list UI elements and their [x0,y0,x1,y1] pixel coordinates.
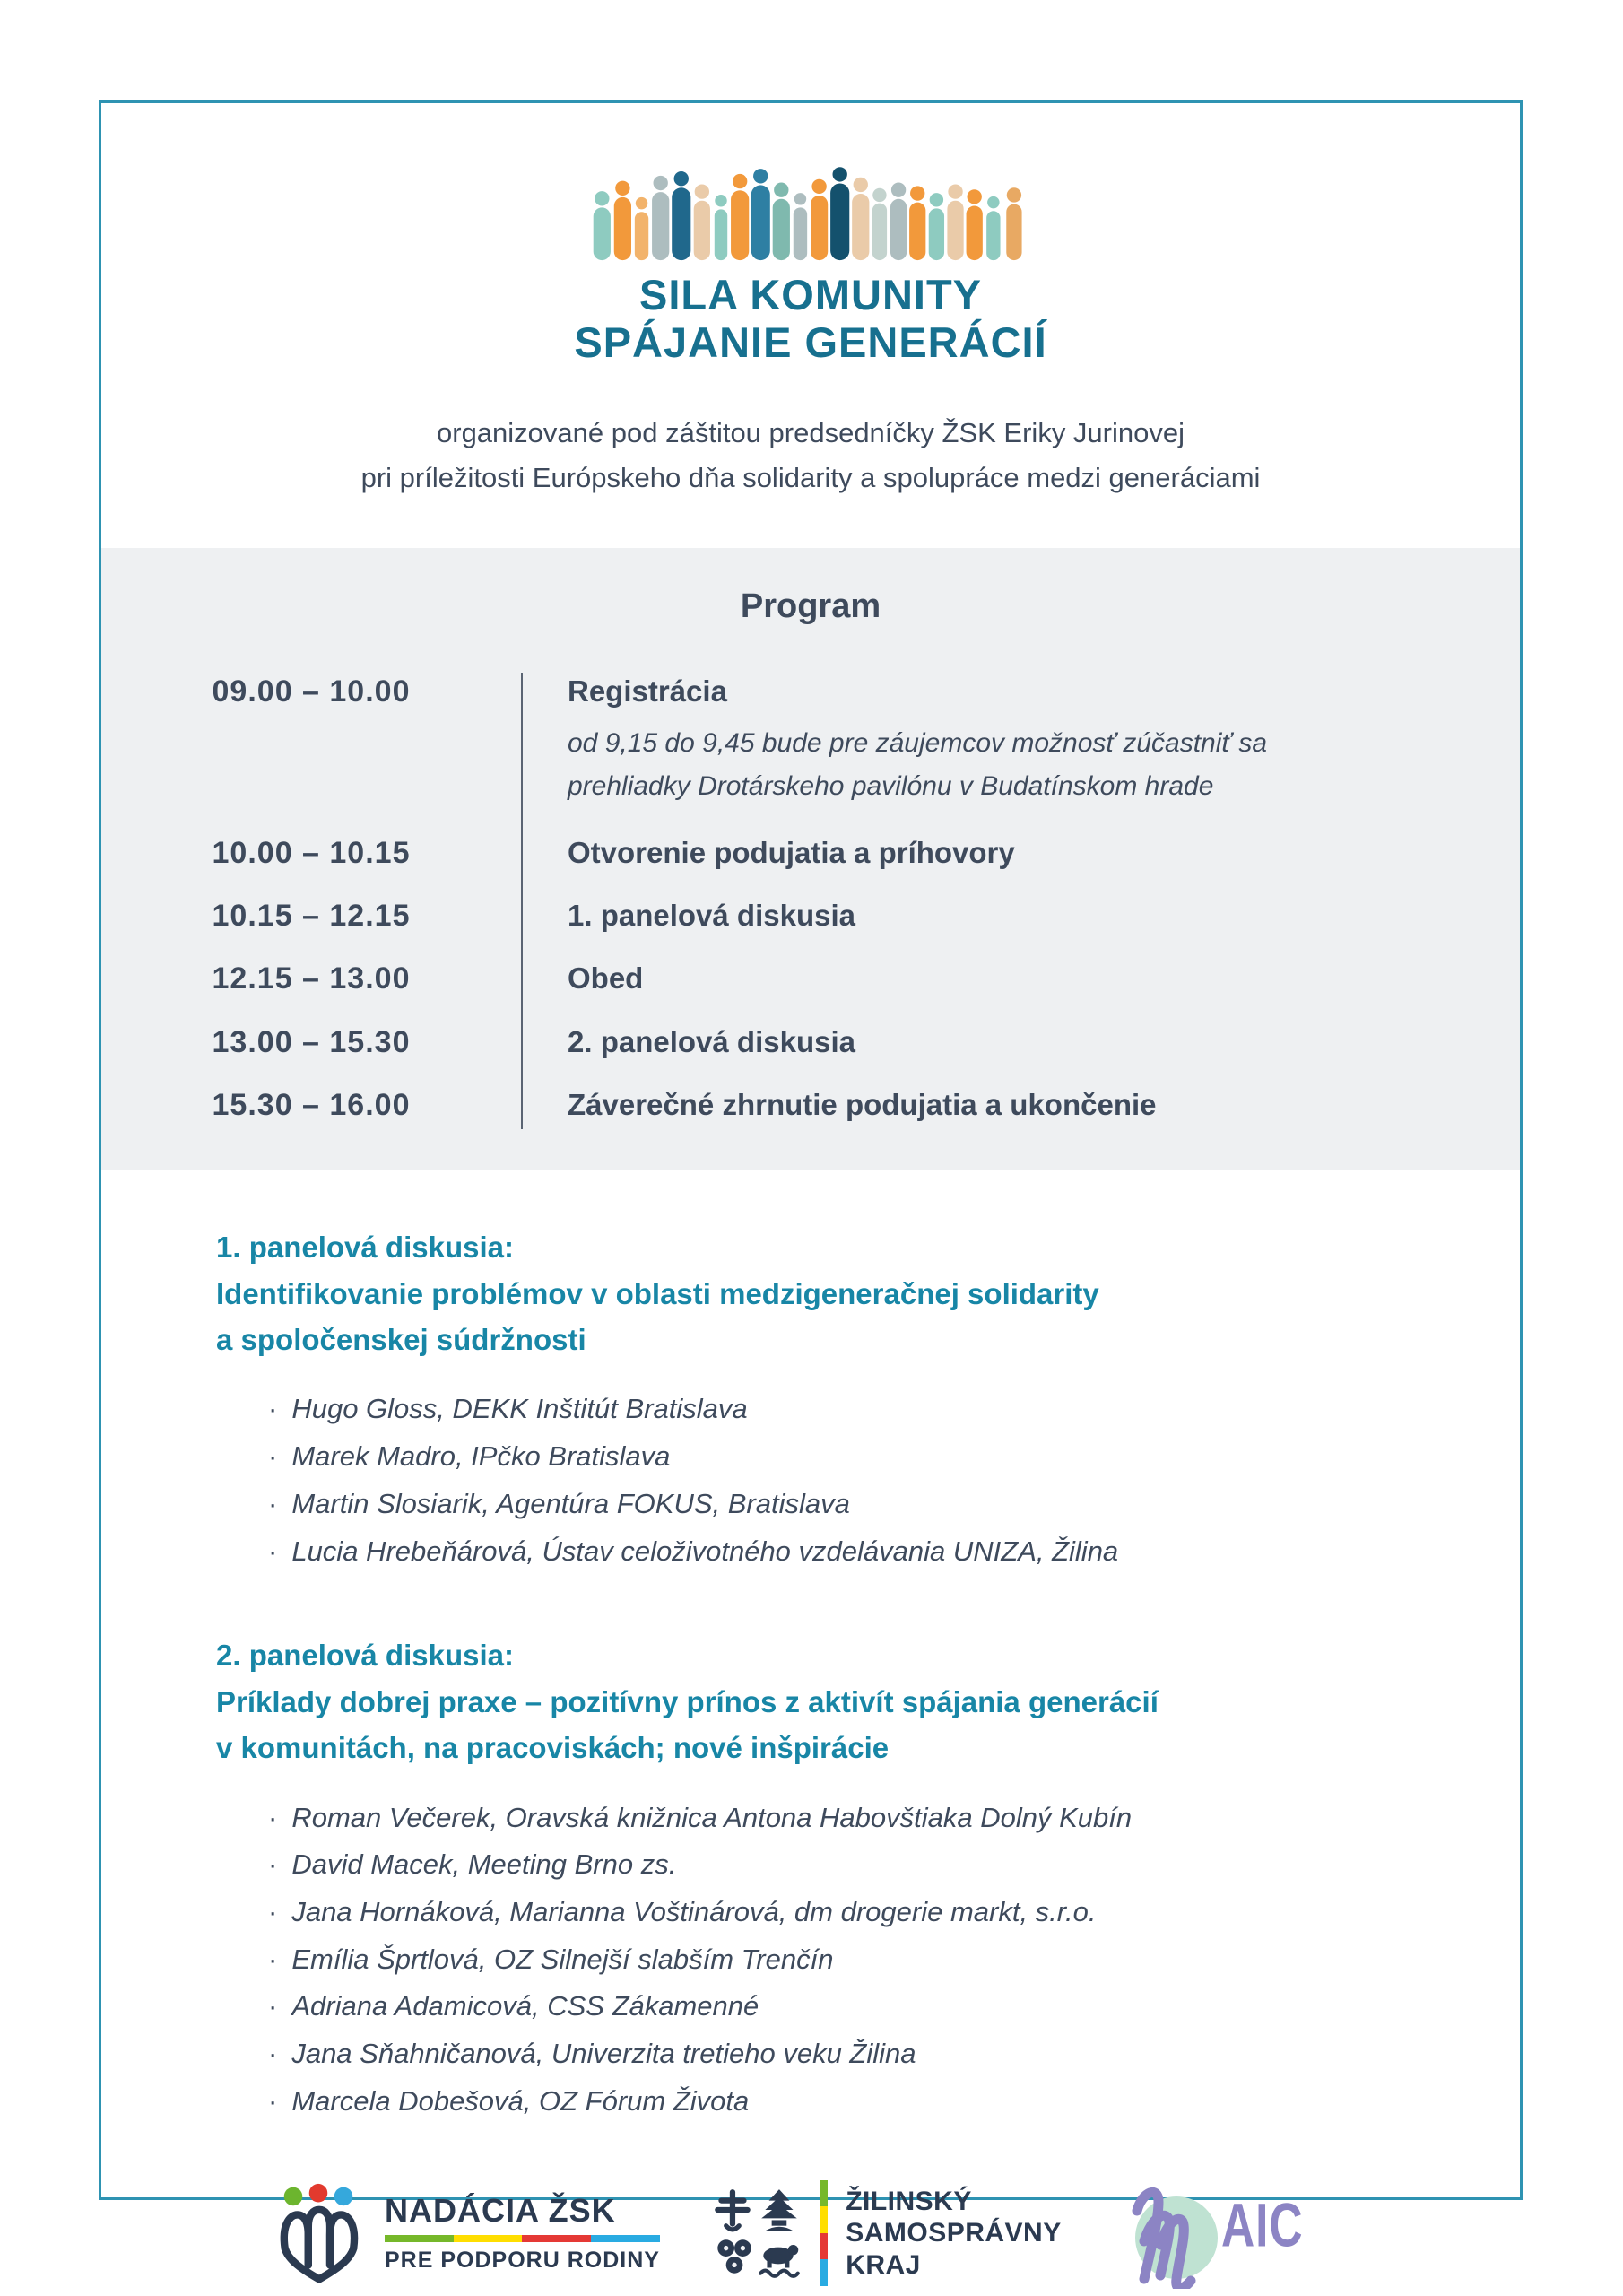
zsk-line1: ŽILINSKÝ [846,2186,972,2216]
maic-logo [1112,2177,1323,2289]
program-event-title: 2. panelová diskusia [568,1024,855,1058]
program-time: 10.15 – 12.15 [212,899,411,934]
program-event [521,1023,1520,1086]
program-time: 13.00 – 15.30 [212,1024,411,1059]
community-people-illustration [586,150,1035,262]
nadacia-name: NADÁCIA ŽSK [385,2191,616,2229]
speaker-item: · Marcela Dobešová, OZ Fórum Života [268,2078,1412,2126]
program-event [521,1086,1520,1129]
program-event [521,673,1520,833]
panel-1-heading-line1: Identifikovanie problémov v oblasti medzigeneračnej solidarity [216,1276,1099,1310]
program-heading: Program [740,587,881,626]
program-time: 09.00 – 10.00 [212,674,411,709]
program-section [101,548,1520,1170]
panel-2-heading-line2: v komunitách, na pracoviskách; nové inšpirácie [216,1731,890,1765]
maic-wordmark: AIC [1220,2190,1304,2260]
panel-2-speakers [216,1795,1412,2126]
speaker-item: · Jana Hornáková, Marianna Voštinárová, dm drogerie markt, s.r.o. [268,1889,1412,1936]
speaker-item: · Emília Šprtlová, OZ Silnejší slabším Trenčín [268,1936,1412,1984]
footer-logos [268,2177,1323,2289]
zsk-text-block [846,2186,1062,2281]
program-event-title: Obed [568,961,644,996]
program-event-title: 1. panelová diskusia [568,899,855,933]
nadacia-color-bar [385,2235,660,2242]
program-time: 10.00 – 10.15 [212,835,411,870]
panel-2-section [216,1632,1412,2125]
program-row [101,673,1520,833]
panel-2-heading-intro: 2. panelová diskusia: [216,1639,514,1673]
speaker-item: · Marek Madro, IPčko Bratislava [268,1433,1412,1481]
program-time: 15.30 – 16.00 [212,1087,411,1122]
panel-1-heading [216,1224,1412,1362]
program-event-title: Záverečné zhrnutie podujatia a ukončenie [568,1087,1157,1121]
panel-1-heading-line2: a spoločenskej súdržnosti [216,1322,586,1356]
program-event-title: Registrácia [568,674,727,709]
program-event [521,834,1520,897]
program-row [101,834,1520,897]
panel-2-heading [216,1632,1412,1770]
panel-1-section [216,1224,1412,1575]
program-row [101,1086,1520,1129]
event-title-line1: SILA KOMUNITY [638,271,983,318]
program-row [101,1023,1520,1086]
speaker-item: · Hugo Gloss, DEKK Inštitút Bratislava [268,1386,1412,1433]
nadacia-tagline: PRE PODPORU RODINY [385,2247,660,2273]
panel-1-heading-intro: 1. panelová diskusia: [216,1231,514,1265]
program-event-title: Otvorenie podujatia a príhovory [568,835,1015,869]
program-row [101,897,1520,960]
panel-2-heading-line1: Príklady dobrej praxe – pozitívny prínos z aktivít spájania generácií [216,1684,1159,1718]
speaker-item: · Adriana Adamicová, CSS Zákamenné [268,1983,1412,2031]
event-subtitle-line2: pri príležitosti Európskeho dňa solidarity a spolupráce medzi generáciami [360,461,1261,493]
event-subtitle [101,411,1520,500]
event-title-line2: SPÁJANIE GENERÁCIÍ [574,317,1047,366]
program-event [521,960,1520,1022]
poster-frame [99,100,1523,2280]
program-time: 12.15 – 13.00 [212,961,411,996]
header [101,103,1520,500]
event-subtitle-line1: organizované pod záštitou predsedníčky ŽSK Eriky Jurinovej [437,417,1185,449]
panel-1-speakers [216,1386,1412,1575]
program-event-note-line1: od 9,15 do 9,45 bude pre záujemcov možnosť zúčastniť sa [568,727,1268,758]
nadacia-text-block [385,2191,660,2273]
speaker-item: · Jana Sňahničanová, Univerzita tretieho veku Žilina [268,2031,1412,2078]
program-event-note [568,722,1466,809]
zsk-line2: SAMOSPRÁVNY [846,2218,1062,2248]
event-title [101,272,1520,366]
zsk-line3: KRAJ [846,2249,921,2280]
program-event [521,897,1520,960]
program-row [101,960,1520,1022]
program-event-note-line2: prehliadky Drotárskeho pavilónu v Budatínskom hrade [568,771,1214,802]
speaker-item: · Lucia Hrebeňárová, Ústav celoživotného vzdelávania UNIZA, Žilina [268,1528,1412,1576]
speaker-item: · Roman Večerek, Oravská knižnica Antona Habovštiaka Dolný Kubín [268,1795,1412,1842]
speaker-item: · David Macek, Meeting Brno zs. [268,1841,1412,1889]
nadacia-heart-icon [268,2183,369,2283]
zsk-color-bar [820,2180,828,2286]
zsk-coat-of-arms-icon [710,2187,803,2280]
speaker-item: · Martin Slosiarik, Agentúra FOKUS, Bratislava [268,1481,1412,1528]
zilinsky-kraj-logo [710,2180,1062,2286]
nadacia-zsk-logo [268,2183,660,2283]
